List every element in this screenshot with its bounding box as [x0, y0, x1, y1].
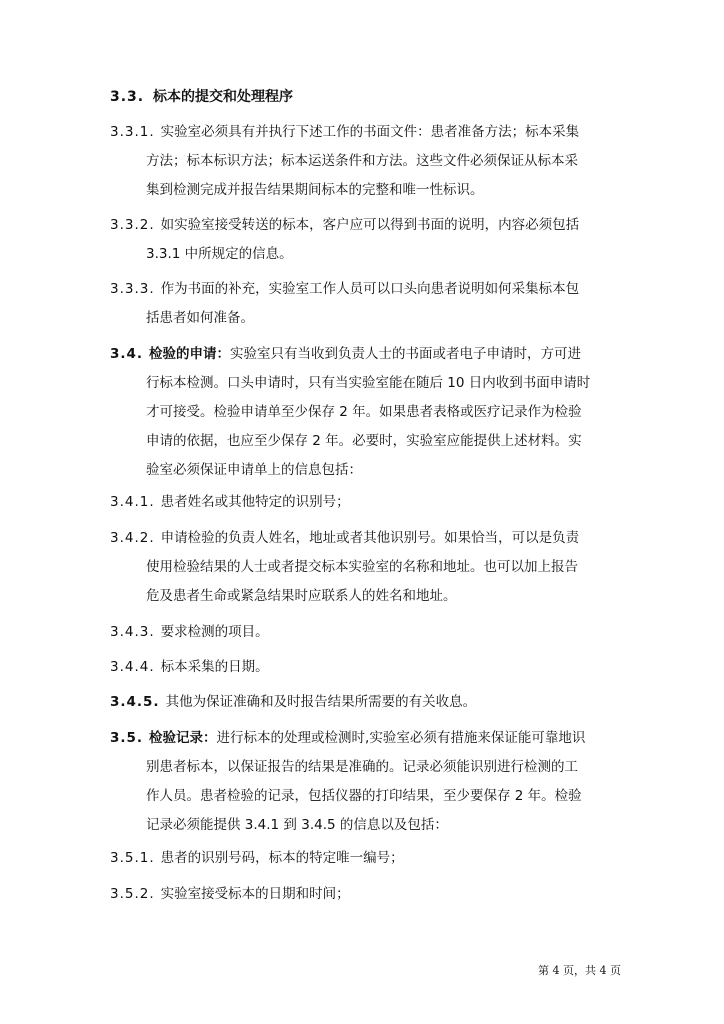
- page-footer: 第 4 页，共 4 页: [538, 964, 621, 977]
- clause-number: 3.3.1.: [110, 124, 155, 140]
- section-number: 3.3.: [110, 89, 145, 105]
- paragraph-line: 实验室接受标本的日期和时间；: [160, 886, 350, 902]
- paragraph-3-5: [110, 724, 620, 840]
- paragraph-line: 申请的依据，也应至少保存 2 年。必要时，实验室应能提供上述材料。实: [146, 433, 582, 449]
- paragraph-line: 方法；标本标识方法；标本运送条件和方法。这些文件必须保证从标本采: [146, 153, 578, 169]
- paragraph-3-4-2: [110, 524, 620, 611]
- paragraph-line: 验室必须保证申请单上的信息包括：: [146, 462, 362, 478]
- clause-number: 3.4.3.: [110, 624, 155, 640]
- section-number: 3.4.: [110, 346, 144, 362]
- paragraph-3-4-3: [110, 618, 620, 647]
- section-title: 标本的提交和处理程序: [153, 89, 293, 105]
- section-label: 检验记录：: [149, 730, 217, 746]
- clause-number: 3.5.1.: [110, 850, 155, 866]
- paragraph-line: 实验室必须具有并执行下述工作的书面文件：患者准备方法；标本采集: [160, 124, 580, 140]
- paragraph-line: 行标本检测。口头申请时，只有当实验室能在随后 10 日内收到书面申请时: [146, 375, 591, 391]
- paragraph-line: 实验室只有当收到负责人士的书面或者电子申请时，方可进: [230, 346, 582, 362]
- clause-number: 3.4.1.: [110, 494, 155, 510]
- paragraph-line: 进行标本的处理或检测时,实验室必须有措施来保证能可靠地识: [216, 730, 586, 746]
- section-number: 3.5.: [110, 730, 144, 746]
- paragraph-line: 要求检测的项目。: [160, 624, 269, 640]
- paragraph-line: 括患者如何准备。: [146, 310, 254, 326]
- paragraph-3-3-2: [110, 211, 620, 269]
- paragraph-line: 3.3.1 中所规定的信息。: [146, 246, 293, 262]
- paragraph-3-4-4: [110, 653, 620, 682]
- paragraph-3-3-3: [110, 275, 620, 333]
- section-heading: [110, 86, 293, 108]
- clause-number: 3.3.2.: [110, 217, 155, 233]
- paragraph-line: 患者姓名或其他特定的识别号；: [160, 494, 350, 510]
- paragraph-line: 才可接受。检验申请单至少保存 2 年。如果患者表格或医疗记录作为检验: [146, 404, 582, 420]
- paragraph-3-4-5: [110, 688, 620, 717]
- paragraph-line: 危及患者生命或紧急结果时应联系人的姓名和地址。: [146, 588, 457, 604]
- clause-number: 3.4.2.: [110, 530, 155, 546]
- paragraph-line: 集到检测完成并报告结果期间标本的完整和唯一性标识。: [146, 182, 484, 198]
- clause-number: 3.4.5.: [110, 694, 160, 710]
- paragraph-line: 记录必须能提供 3.4.1 到 3.4.5 的信息以及包括：: [146, 817, 448, 833]
- clause-number: 3.5.2.: [110, 886, 155, 902]
- paragraph-3-5-1: [110, 844, 620, 873]
- paragraph-line: 标本采集的日期。: [160, 659, 269, 675]
- clause-number: 3.3.3.: [110, 281, 155, 297]
- paragraph-line: 使用检验结果的人士或者提交标本实验室的名称和地址。也可以加上报告: [146, 559, 578, 575]
- section-label: 检验的申请：: [149, 346, 231, 362]
- paragraph-line: 其他为保证准确和及时报告结果所需要的有关收息。: [165, 694, 477, 710]
- paragraph-3-4: [110, 340, 620, 485]
- paragraph-line: 作人员。患者检验的记录，包括仪器的打印结果，至少要保存 2 年。检验: [146, 788, 582, 804]
- paragraph-3-5-2: [110, 880, 620, 909]
- paragraph-line: 别患者标本，以保证报告的结果是准确的。记录必须能识别进行检测的工: [146, 759, 578, 775]
- paragraph-3-3-1: [110, 118, 620, 205]
- paragraph-line: 作为书面的补充，实验室工作人员可以口头向患者说明如何采集标本包: [160, 281, 580, 297]
- clause-number: 3.4.4.: [110, 659, 155, 675]
- paragraph-3-4-1: [110, 488, 620, 517]
- paragraph-line: 患者的识别号码，标本的特定唯一编号；: [160, 850, 404, 866]
- paragraph-line: 申请检验的负责人姓名，地址或者其他识别号。如果恰当，可以是负责: [160, 530, 580, 546]
- paragraph-line: 如实验室接受转送的标本，客户应可以得到书面的说明，内容必须包括: [160, 217, 580, 233]
